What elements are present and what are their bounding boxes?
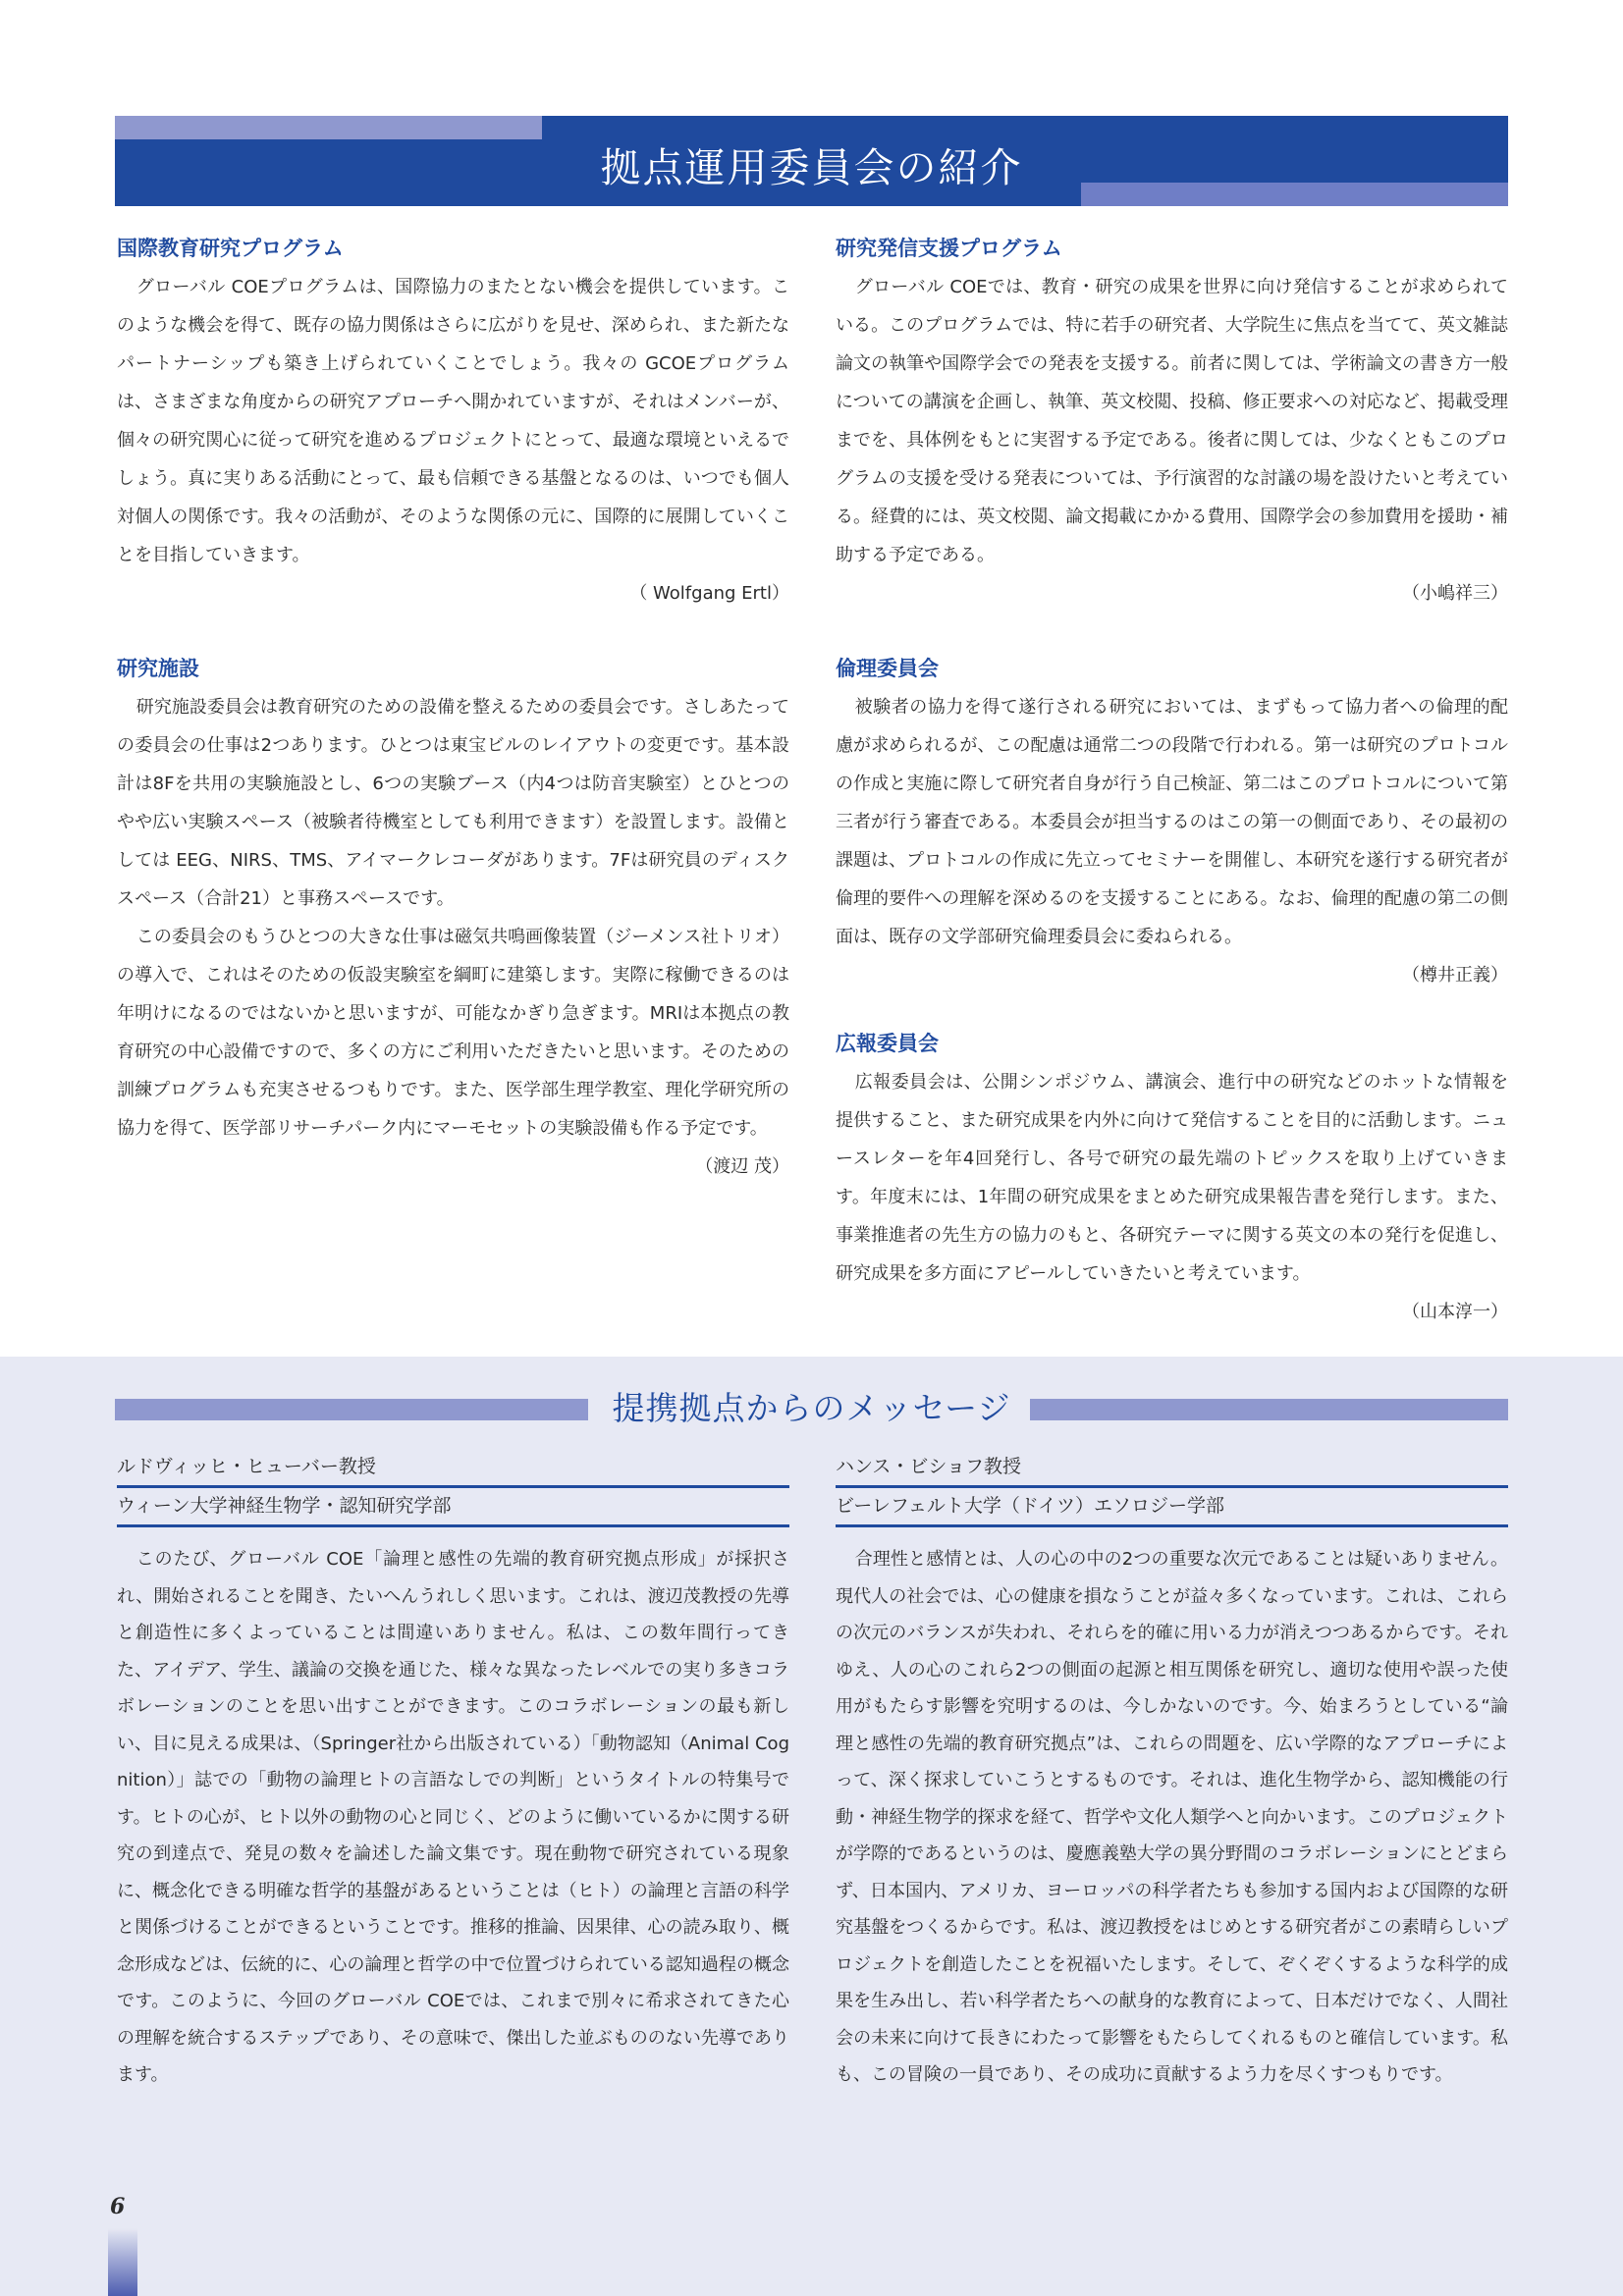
partner-messages-title: 提携拠点からのメッセージ: [612, 1389, 1011, 1427]
section-title-facility: 研究施設: [117, 657, 199, 680]
section-ethics: [836, 651, 1508, 994]
section-title-dissemination: 研究発信支援プログラム: [836, 237, 1062, 260]
professor-name-huber: ルドヴィッヒ・ヒューバー教授: [117, 1449, 789, 1488]
section-dissemination: [836, 231, 1508, 613]
signature-intl: （ Wolfgang Ertl）: [629, 583, 789, 604]
message-body-bischof: 合理性と感情とは、人の心の中の2つの重要な次元であることは疑いありません。現代人の社会では、心の健康を損なうことが益々多くなっています。これは、これらの次元のバランスが失われ、それらを的確に用いる力が消えつつあるからです。それゆえ、人の心のこれら2つの側面の起源と相互関係を研究し、適切な使用や誤った使用がもたらす影響を究明するのは、今しかないのです。今、始まろうとしている“論理と感性の先端的教育研究拠点”は、これらの問題を、広い学際的なアプローチによって、深く探求していこうとするものです。それは、進化生物学から、認知機能の行動・神経生物学的探求を経て、哲学や文化人類学へと向かいます。このプロジェクトが学際的であるというのは、慶應義塾大学の異分野間のコラボレーションにとどまらず、日本国内、アメリカ、ヨーロッパの科学者たちも参加する国内および国際的な研究基盤をつくるからです。私は、渡辺教授をはじめとする研究者がこの素晴らしいプロジェクトを創造したことを祝福いたします。そして、ぞくぞくするような科学的成果を生み出し、若い科学者たちへの献身的な教育によって、日本だけでなく、人間社会の未来に向けて長きにわたって影響をもたらしてくれるものと確信しています。私も、この冒険の一員であり、その成功に貢献するよう力を尽くすつもりです。: [836, 1549, 1508, 2085]
signature-facility: （渡辺 茂）: [695, 1156, 789, 1177]
page-number: 6: [110, 2194, 126, 2219]
section-body-ethics: 被験者の協力を得て遂行される研究においては、まずもって協力者への倫理的配慮が求められるが、この配慮は通常二つの段階で行われる。第一は研究のプロトコルの作成と実施に際して研究者自身が行う自己検証、第二はこのプロトコルについて第三者が行う審査である。本委員会が担当するのはこの第一の側面であり、その最初の課題は、プロトコルの作成に先立ってセミナーを開催し、本研究を遂行する研究者が倫理的要件への理解を深めるのを支援することにある。なお、倫理的配慮の第二の側面は、既存の文学部研究倫理委員会に委ねられる。: [836, 697, 1508, 947]
page-title: 拠点運用委員会の紹介: [600, 144, 1023, 191]
professor-name-bischof: ハンス・ビショフ教授: [836, 1449, 1508, 1488]
affiliation-huber: ウィーン大学神経生物学・認知研究学部: [117, 1488, 789, 1527]
section-title-ethics: 倫理委員会: [836, 657, 939, 680]
message-huber: [117, 1449, 789, 2094]
signature-dissemination: （小嶋祥三）: [1402, 583, 1508, 604]
signature-ethics: （樽井正義）: [1402, 965, 1508, 986]
section-body-intl: グローバル COEプログラムは、国際協力のまたとない機会を提供しています。このような機会を得て、既存の協力関係はさらに広がりを見せ、深められ、また新たなパートナーシップも築き上げられていくことでしょう。我々の GCOEプログラムは、さまざまな角度からの研究アプローチへ開かれていますが、それはメンバーが、個々の研究関心に従って研究を進めるプロジェクトにとって、最適な環境といえるでしょう。真に実りある活動にとって、最も信頼できる基盤となるのは、いつでも個人対個人の関係です。我々の活動が、そのような関係の元に、国際的に展開していくことを目指していきます。: [117, 277, 789, 565]
section-intl: [117, 231, 789, 613]
page-marker-bar: [108, 2228, 137, 2296]
header-banner: [115, 116, 1508, 206]
section-body-facility-1: 研究施設委員会は教育研究のための設備を整えるための委員会です。さしあたっての委員会の仕事は2つあります。ひとつは東宝ビルのレイアウトの変更です。基本設計は8Fを共用の実験施設とし、6つの実験ブース（内4つは防音実験室）とひとつのやや広い実験スペース（被験者待機室としても利用できます）を設置します。設備としては EEG、NIRS、TMS、アイマークレコーダがあります。7Fは研究員のディスクスペース（合計21）と事務スペースです。: [117, 697, 789, 909]
signature-pr: （山本淳一）: [1402, 1302, 1508, 1322]
partner-messages-header: [115, 1381, 1508, 1430]
section-body-facility-2: この委員会のもうひとつの大きな仕事は磁気共鳴画像装置（ジーメンス社トリオ）の導入で、これはそのための仮設実験室を綱町に建築します。実際に稼働できるのは年明けになるのではないかと思いますが、可能なかぎり急ぎます。MRIは本拠点の教育研究の中心設備ですので、多くの方にご利用いただきたいと思います。そのための訓練プログラムも充実させるつもりです。また、医学部生理学教室、理化学研究所の協力を得て、医学部リサーチパーク内にマーモセットの実験設備も作る予定です。: [117, 927, 789, 1139]
affiliation-bischof: ビーレフェルト大学（ドイツ）エソロジー学部: [836, 1488, 1508, 1527]
section-body-dissemination: グローバル COEでは、教育・研究の成果を世界に向け発信することが求められている。このプログラムでは、特に若手の研究者、大学院生に焦点を当てて、英文雑誌論文の執筆や国際学会での発表を支援する。前者に関しては、学術論文の書き方一般についての講演を企画し、執筆、英文校閲、投稿、修正要求への対応など、掲載受理までを、具体例をもとに実習する予定である。後者に関しては、少なくともこのプログラムの支援を受ける発表については、予行演習的な討議の場を設けたいと考えている。経費的には、英文校閲、論文掲載にかかる費用、国際学会の参加費用を援助・補助する予定である。: [836, 277, 1508, 565]
message-body-huber: このたび、グローバル COE「論理と感性の先端的教育研究拠点形成」が採択され、開始されることを聞き、たいへんうれしく思います。これは、渡辺茂教授の先導と創造性に多くよっていることは間違いありません。私は、この数年間行ってきた、アイデア、学生、議論の交換を通じた、様々な異なったレベルでの実り多きコラボレーションのことを思い出すことができます。このコラボレーションの最も新しい、目に見える成果は、（Springer社から出版されている）「動物認知（Animal Cognition）」誌での「動物の論理ヒトの言語なしでの判断」というタイトルの特集号です。ヒトの心が、ヒト以外の動物の心と同じく、どのように働いているかに関する研究の到達点で、発見の数々を論述した論文集です。現在動物で研究されている現象に、概念化できる明確な哲学的基盤があるということは（ヒト）の論理と言語の科学と関係づけることができるということです。推移的推論、因果律、心の読み取り、概念形成などは、伝統的に、心の論理と哲学の中で位置づけられている認知過程の概念です。このように、今回のグローバル COEでは、これまで別々に希求されてきた心の理解を統合するステップであり、その意味で、傑出した並ぶもののない先導であります。: [117, 1549, 789, 2085]
section-title-intl: 国際教育研究プログラム: [117, 237, 344, 260]
section-facility: [117, 651, 789, 1186]
section-title-pr: 広報委員会: [836, 1032, 939, 1055]
message-bischof: [836, 1449, 1508, 2094]
section-pr: [836, 1026, 1508, 1331]
section-body-pr: 広報委員会は、公開シンポジウム、講演会、進行中の研究などのホットな情報を提供すること、また研究成果を内外に向けて発信することを目的に活動します。ニュースレターを年4回発行し、各号で研究の最先端のトピックスを取り上げていきます。年度末には、1年間の研究成果をまとめた研究成果報告書を発行します。また、事業推進者の先生方の協力のもと、各研究テーマに関する英文の本の発行を促進し、研究成果を多方面にアピールしていきたいと考えています。: [836, 1072, 1508, 1284]
